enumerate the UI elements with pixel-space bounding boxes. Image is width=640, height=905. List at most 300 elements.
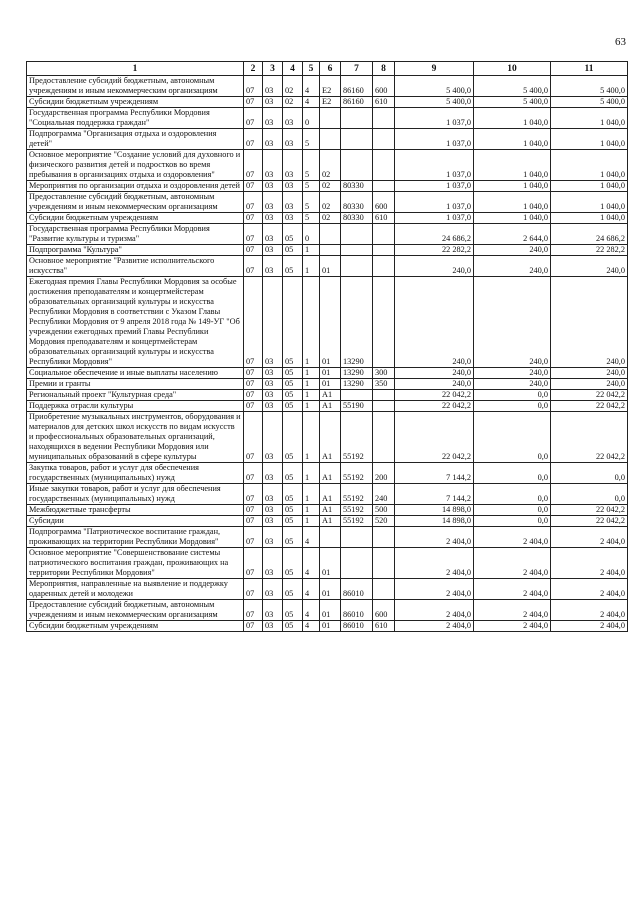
code-cell: 03: [263, 108, 283, 129]
column-header: 11: [551, 62, 628, 76]
amount-2022: 2 404,0: [551, 600, 628, 621]
amount-2020: 1 037,0: [395, 213, 474, 224]
code-cell: 03: [283, 192, 303, 213]
code-cell: 86010: [341, 600, 373, 621]
amount-2020: 5 400,0: [395, 76, 474, 97]
code-cell: [341, 548, 373, 579]
table-row: [27, 256, 628, 277]
code-cell: 05: [283, 245, 303, 256]
code-cell: 4: [303, 600, 320, 621]
code-cell: [373, 579, 395, 600]
amount-2022: 22 042,2: [551, 505, 628, 516]
row-name: Мероприятия по организации отдыха и оздоровления детей: [27, 181, 244, 192]
code-cell: 01: [320, 548, 341, 579]
amount-2020: 240,0: [395, 256, 474, 277]
code-cell: A1: [320, 412, 341, 463]
code-cell: 610: [373, 97, 395, 108]
table-row: [27, 224, 628, 245]
table-row: [27, 277, 628, 368]
amount-2021: 2 404,0: [474, 579, 551, 600]
code-cell: 03: [263, 463, 283, 484]
code-cell: 07: [244, 213, 263, 224]
row-name: Государственная программа Республики Мордовия "Социальная поддержка граждан": [27, 108, 244, 129]
amount-2022: 2 404,0: [551, 548, 628, 579]
table-row: [27, 76, 628, 97]
code-cell: 03: [263, 224, 283, 245]
code-cell: 01: [320, 277, 341, 368]
row-name: Приобретение музыкальных инструментов, оборудования и материалов для детских школ искусств по видам искусств и профессиональных образовательных организаций, находящихся в ведении Республики Мордовия или муниципальных образований в сфере культуры: [27, 412, 244, 463]
row-name: Премии и гранты: [27, 379, 244, 390]
code-cell: 03: [263, 129, 283, 150]
row-name: Ежегодная премия Главы Республики Мордовия за особые достижения преподавателям и концертмейстерам образовательных организаций культуры и искусства Республики Мордовия в соответствии с Указом Главы Республики Мордовия от 9 апреля 2018 года № 149-УГ "Об учреждении ежегодных премий Главы Республики Мордовия преподавателям и концертмейстерам образовательных организаций культуры и искусства Республики Мордовия": [27, 277, 244, 368]
code-cell: 05: [283, 256, 303, 277]
code-cell: 03: [263, 97, 283, 108]
amount-2020: 14 898,0: [395, 516, 474, 527]
amount-2021: 0,0: [474, 390, 551, 401]
code-cell: 03: [263, 192, 283, 213]
column-header: 3: [263, 62, 283, 76]
code-cell: 03: [263, 213, 283, 224]
row-name: Поддержка отрасли культуры: [27, 401, 244, 412]
amount-2020: 7 144,2: [395, 484, 474, 505]
amount-2021: 2 404,0: [474, 600, 551, 621]
code-cell: 05: [283, 390, 303, 401]
code-cell: [373, 401, 395, 412]
code-cell: [373, 245, 395, 256]
code-cell: [341, 245, 373, 256]
row-name: Предоставление субсидий бюджетным, автономным учреждениям и иным некоммерческим организациям: [27, 76, 244, 97]
code-cell: 05: [283, 621, 303, 632]
code-cell: 03: [263, 181, 283, 192]
code-cell: 1: [303, 401, 320, 412]
code-cell: A1: [320, 505, 341, 516]
code-cell: E2: [320, 76, 341, 97]
code-cell: 1: [303, 277, 320, 368]
code-cell: 07: [244, 401, 263, 412]
amount-2020: 24 686,2: [395, 224, 474, 245]
code-cell: [373, 181, 395, 192]
amount-2021: 0,0: [474, 505, 551, 516]
table-row: [27, 548, 628, 579]
code-cell: [373, 150, 395, 181]
code-cell: 86010: [341, 621, 373, 632]
code-cell: [373, 412, 395, 463]
code-cell: 55192: [341, 412, 373, 463]
amount-2020: 22 282,2: [395, 245, 474, 256]
amount-2020: 2 404,0: [395, 621, 474, 632]
code-cell: A1: [320, 390, 341, 401]
code-cell: [341, 224, 373, 245]
code-cell: 07: [244, 600, 263, 621]
code-cell: 05: [283, 579, 303, 600]
code-cell: 600: [373, 76, 395, 97]
code-cell: [320, 527, 341, 548]
code-cell: 07: [244, 224, 263, 245]
code-cell: 05: [283, 505, 303, 516]
code-cell: 07: [244, 181, 263, 192]
row-name: Подпрограмма "Патриотическое воспитание граждан, проживающих на территории Республики Мордовия": [27, 527, 244, 548]
code-cell: 1: [303, 516, 320, 527]
amount-2021: 1 040,0: [474, 150, 551, 181]
amount-2021: 1 040,0: [474, 192, 551, 213]
amount-2021: 2 404,0: [474, 527, 551, 548]
code-cell: [373, 548, 395, 579]
row-name: Субсидии: [27, 516, 244, 527]
row-name: Мероприятия, направленные на выявление и поддержку одаренных детей и молодежи: [27, 579, 244, 600]
code-cell: 03: [263, 484, 283, 505]
code-cell: 07: [244, 192, 263, 213]
amount-2020: 2 404,0: [395, 579, 474, 600]
code-cell: 03: [283, 213, 303, 224]
row-name: Подпрограмма "Организация отдыха и оздоровления детей": [27, 129, 244, 150]
code-cell: 07: [244, 579, 263, 600]
code-cell: 4: [303, 621, 320, 632]
code-cell: 03: [263, 527, 283, 548]
code-cell: [373, 108, 395, 129]
amount-2020: 22 042,2: [395, 390, 474, 401]
code-cell: 1: [303, 463, 320, 484]
code-cell: 5: [303, 192, 320, 213]
code-cell: 07: [244, 150, 263, 181]
column-header: 6: [320, 62, 341, 76]
row-name: Иные закупки товаров, работ и услуг для обеспечения государственных (муниципальных) нужд: [27, 484, 244, 505]
amount-2022: 5 400,0: [551, 97, 628, 108]
table-row: [27, 368, 628, 379]
amount-2022: 22 042,2: [551, 412, 628, 463]
code-cell: 55190: [341, 401, 373, 412]
amount-2021: 240,0: [474, 277, 551, 368]
code-cell: 07: [244, 245, 263, 256]
code-cell: 05: [283, 277, 303, 368]
code-cell: 55192: [341, 505, 373, 516]
row-name: Субсидии бюджетным учреждениям: [27, 621, 244, 632]
code-cell: 5: [303, 213, 320, 224]
code-cell: 4: [303, 548, 320, 579]
code-cell: [341, 129, 373, 150]
code-cell: 03: [283, 129, 303, 150]
amount-2022: 1 040,0: [551, 150, 628, 181]
amount-2021: 2 404,0: [474, 621, 551, 632]
table-row: [27, 150, 628, 181]
code-cell: 600: [373, 600, 395, 621]
code-cell: 03: [283, 150, 303, 181]
code-cell: 07: [244, 412, 263, 463]
code-cell: 07: [244, 505, 263, 516]
code-cell: [373, 277, 395, 368]
code-cell: 02: [320, 181, 341, 192]
code-cell: 05: [283, 379, 303, 390]
code-cell: 07: [244, 277, 263, 368]
code-cell: 03: [263, 150, 283, 181]
row-name: Государственная программа Республики Мордовия "Развитие культуры и туризма": [27, 224, 244, 245]
code-cell: 07: [244, 97, 263, 108]
code-cell: [341, 527, 373, 548]
code-cell: 03: [263, 401, 283, 412]
amount-2022: 5 400,0: [551, 76, 628, 97]
code-cell: 05: [283, 516, 303, 527]
code-cell: [341, 390, 373, 401]
amount-2020: 1 037,0: [395, 181, 474, 192]
table-row: [27, 401, 628, 412]
code-cell: 1: [303, 256, 320, 277]
row-name: Основное мероприятие "Развитие исполнительского искусства": [27, 256, 244, 277]
code-cell: 300: [373, 368, 395, 379]
code-cell: 03: [263, 379, 283, 390]
code-cell: 07: [244, 548, 263, 579]
amount-2022: 2 404,0: [551, 579, 628, 600]
row-name: Предоставление субсидий бюджетным, автономным учреждениям и иным некоммерческим организациям: [27, 192, 244, 213]
code-cell: 03: [283, 181, 303, 192]
code-cell: 03: [283, 108, 303, 129]
code-cell: [341, 256, 373, 277]
code-cell: 4: [303, 527, 320, 548]
code-cell: 01: [320, 379, 341, 390]
code-cell: 07: [244, 463, 263, 484]
code-cell: 86160: [341, 76, 373, 97]
code-cell: 05: [283, 412, 303, 463]
amount-2021: 240,0: [474, 245, 551, 256]
amount-2020: 5 400,0: [395, 97, 474, 108]
code-cell: 80330: [341, 181, 373, 192]
code-cell: 13290: [341, 277, 373, 368]
code-cell: 05: [283, 401, 303, 412]
table-row: [27, 181, 628, 192]
code-cell: [341, 150, 373, 181]
table-row: [27, 579, 628, 600]
row-name: Предоставление субсидий бюджетным, автономным учреждениям и иным некоммерческим организациям: [27, 600, 244, 621]
page-number: 63: [615, 36, 626, 48]
amount-2022: 22 042,2: [551, 516, 628, 527]
code-cell: 610: [373, 213, 395, 224]
code-cell: 600: [373, 192, 395, 213]
code-cell: 80330: [341, 213, 373, 224]
code-cell: 05: [283, 224, 303, 245]
code-cell: 07: [244, 129, 263, 150]
header-row: [27, 62, 628, 76]
amount-2022: 1 040,0: [551, 129, 628, 150]
amount-2020: 14 898,0: [395, 505, 474, 516]
code-cell: 05: [283, 527, 303, 548]
amount-2021: 240,0: [474, 368, 551, 379]
amount-2022: 240,0: [551, 368, 628, 379]
code-cell: 0: [303, 108, 320, 129]
row-name: Закупка товаров, работ и услуг для обеспечения государственных (муниципальных) нужд: [27, 463, 244, 484]
amount-2021: 0,0: [474, 401, 551, 412]
table-row: [27, 192, 628, 213]
code-cell: 07: [244, 379, 263, 390]
table-row: [27, 108, 628, 129]
row-name: Подпрограмма "Культура": [27, 245, 244, 256]
code-cell: 07: [244, 76, 263, 97]
code-cell: 03: [263, 548, 283, 579]
code-cell: 03: [263, 245, 283, 256]
code-cell: 350: [373, 379, 395, 390]
column-header: 4: [283, 62, 303, 76]
code-cell: 03: [263, 256, 283, 277]
row-name: Социальное обеспечение и иные выплаты населению: [27, 368, 244, 379]
column-header: 7: [341, 62, 373, 76]
code-cell: 07: [244, 484, 263, 505]
code-cell: A1: [320, 516, 341, 527]
table-row: [27, 213, 628, 224]
amount-2021: 0,0: [474, 516, 551, 527]
amount-2021: 5 400,0: [474, 76, 551, 97]
code-cell: A1: [320, 484, 341, 505]
code-cell: 610: [373, 621, 395, 632]
code-cell: 01: [320, 600, 341, 621]
amount-2020: 240,0: [395, 379, 474, 390]
code-cell: 02: [320, 192, 341, 213]
code-cell: 200: [373, 463, 395, 484]
code-cell: 5: [303, 129, 320, 150]
code-cell: 03: [263, 621, 283, 632]
amount-2022: 1 040,0: [551, 108, 628, 129]
column-header: 5: [303, 62, 320, 76]
code-cell: 01: [320, 368, 341, 379]
amount-2020: 240,0: [395, 277, 474, 368]
code-cell: 05: [283, 600, 303, 621]
table-row: [27, 390, 628, 401]
amount-2021: 1 040,0: [474, 181, 551, 192]
code-cell: 500: [373, 505, 395, 516]
code-cell: 240: [373, 484, 395, 505]
amount-2020: 7 144,2: [395, 463, 474, 484]
row-name: Субсидии бюджетным учреждениям: [27, 97, 244, 108]
amount-2020: 2 404,0: [395, 548, 474, 579]
amount-2021: 1 040,0: [474, 129, 551, 150]
code-cell: 03: [263, 277, 283, 368]
code-cell: 03: [263, 390, 283, 401]
amount-2020: 1 037,0: [395, 150, 474, 181]
amount-2022: 240,0: [551, 379, 628, 390]
code-cell: 07: [244, 368, 263, 379]
code-cell: 1: [303, 379, 320, 390]
code-cell: 07: [244, 621, 263, 632]
code-cell: 03: [263, 368, 283, 379]
code-cell: 03: [263, 600, 283, 621]
amount-2021: 1 040,0: [474, 213, 551, 224]
amount-2020: 1 037,0: [395, 108, 474, 129]
code-cell: 02: [320, 213, 341, 224]
code-cell: 1: [303, 484, 320, 505]
code-cell: [373, 390, 395, 401]
row-name: Региональный проект "Культурная среда": [27, 390, 244, 401]
amount-2021: 2 644,0: [474, 224, 551, 245]
row-name: Основное мероприятие "Создание условий для духовного и физического развития детей и подростков во время пребывания в организациях отдыха и оздоровления": [27, 150, 244, 181]
amount-2022: 0,0: [551, 484, 628, 505]
code-cell: 1: [303, 412, 320, 463]
table-row: [27, 245, 628, 256]
amount-2022: 22 042,2: [551, 390, 628, 401]
amount-2020: 22 042,2: [395, 401, 474, 412]
amount-2021: 1 040,0: [474, 108, 551, 129]
code-cell: 1: [303, 390, 320, 401]
code-cell: 02: [283, 97, 303, 108]
code-cell: 02: [320, 150, 341, 181]
code-cell: 05: [283, 368, 303, 379]
code-cell: 02: [283, 76, 303, 97]
code-cell: 55192: [341, 484, 373, 505]
row-name: Основное мероприятие "Совершенствование системы патриотического воспитания граждан, проживающих на территории Республики Мордовия": [27, 548, 244, 579]
code-cell: 07: [244, 390, 263, 401]
code-cell: 03: [263, 579, 283, 600]
amount-2020: 1 037,0: [395, 192, 474, 213]
code-cell: 03: [263, 412, 283, 463]
code-cell: 01: [320, 579, 341, 600]
code-cell: [320, 245, 341, 256]
code-cell: 4: [303, 579, 320, 600]
code-cell: 4: [303, 97, 320, 108]
code-cell: [373, 527, 395, 548]
amount-2020: 240,0: [395, 368, 474, 379]
amount-2022: 22 282,2: [551, 245, 628, 256]
amount-2020: 1 037,0: [395, 129, 474, 150]
code-cell: 1: [303, 368, 320, 379]
amount-2022: 1 040,0: [551, 213, 628, 224]
code-cell: 07: [244, 256, 263, 277]
amount-2020: 2 404,0: [395, 600, 474, 621]
amount-2022: 22 042,2: [551, 401, 628, 412]
row-name: Субсидии бюджетным учреждениям: [27, 213, 244, 224]
table-row: [27, 412, 628, 463]
code-cell: 1: [303, 505, 320, 516]
code-cell: 5: [303, 150, 320, 181]
code-cell: 4: [303, 76, 320, 97]
code-cell: 07: [244, 527, 263, 548]
code-cell: 07: [244, 516, 263, 527]
column-header: 1: [27, 62, 244, 76]
code-cell: 05: [283, 484, 303, 505]
code-cell: 03: [263, 505, 283, 516]
code-cell: A1: [320, 463, 341, 484]
code-cell: 5: [303, 181, 320, 192]
code-cell: 13290: [341, 368, 373, 379]
code-cell: 05: [283, 463, 303, 484]
code-cell: A1: [320, 401, 341, 412]
code-cell: [373, 129, 395, 150]
amount-2022: 0,0: [551, 463, 628, 484]
code-cell: 0: [303, 224, 320, 245]
table-row: [27, 516, 628, 527]
code-cell: [373, 224, 395, 245]
amount-2021: 240,0: [474, 256, 551, 277]
table-row: [27, 600, 628, 621]
table-row: [27, 379, 628, 390]
amount-2020: 22 042,2: [395, 412, 474, 463]
code-cell: 55192: [341, 463, 373, 484]
amount-2021: 5 400,0: [474, 97, 551, 108]
table-row: [27, 621, 628, 632]
amount-2020: 2 404,0: [395, 527, 474, 548]
code-cell: 03: [263, 76, 283, 97]
table-row: [27, 484, 628, 505]
amount-2022: 1 040,0: [551, 192, 628, 213]
row-name: Межбюджетные трансферты: [27, 505, 244, 516]
code-cell: 07: [244, 108, 263, 129]
code-cell: [320, 108, 341, 129]
table-row: [27, 527, 628, 548]
code-cell: [320, 224, 341, 245]
amount-2021: 0,0: [474, 463, 551, 484]
code-cell: 55192: [341, 516, 373, 527]
table-row: [27, 505, 628, 516]
amount-2022: 2 404,0: [551, 527, 628, 548]
amount-2022: 24 686,2: [551, 224, 628, 245]
code-cell: 80330: [341, 192, 373, 213]
column-header: 10: [474, 62, 551, 76]
code-cell: 01: [320, 256, 341, 277]
code-cell: 05: [283, 548, 303, 579]
